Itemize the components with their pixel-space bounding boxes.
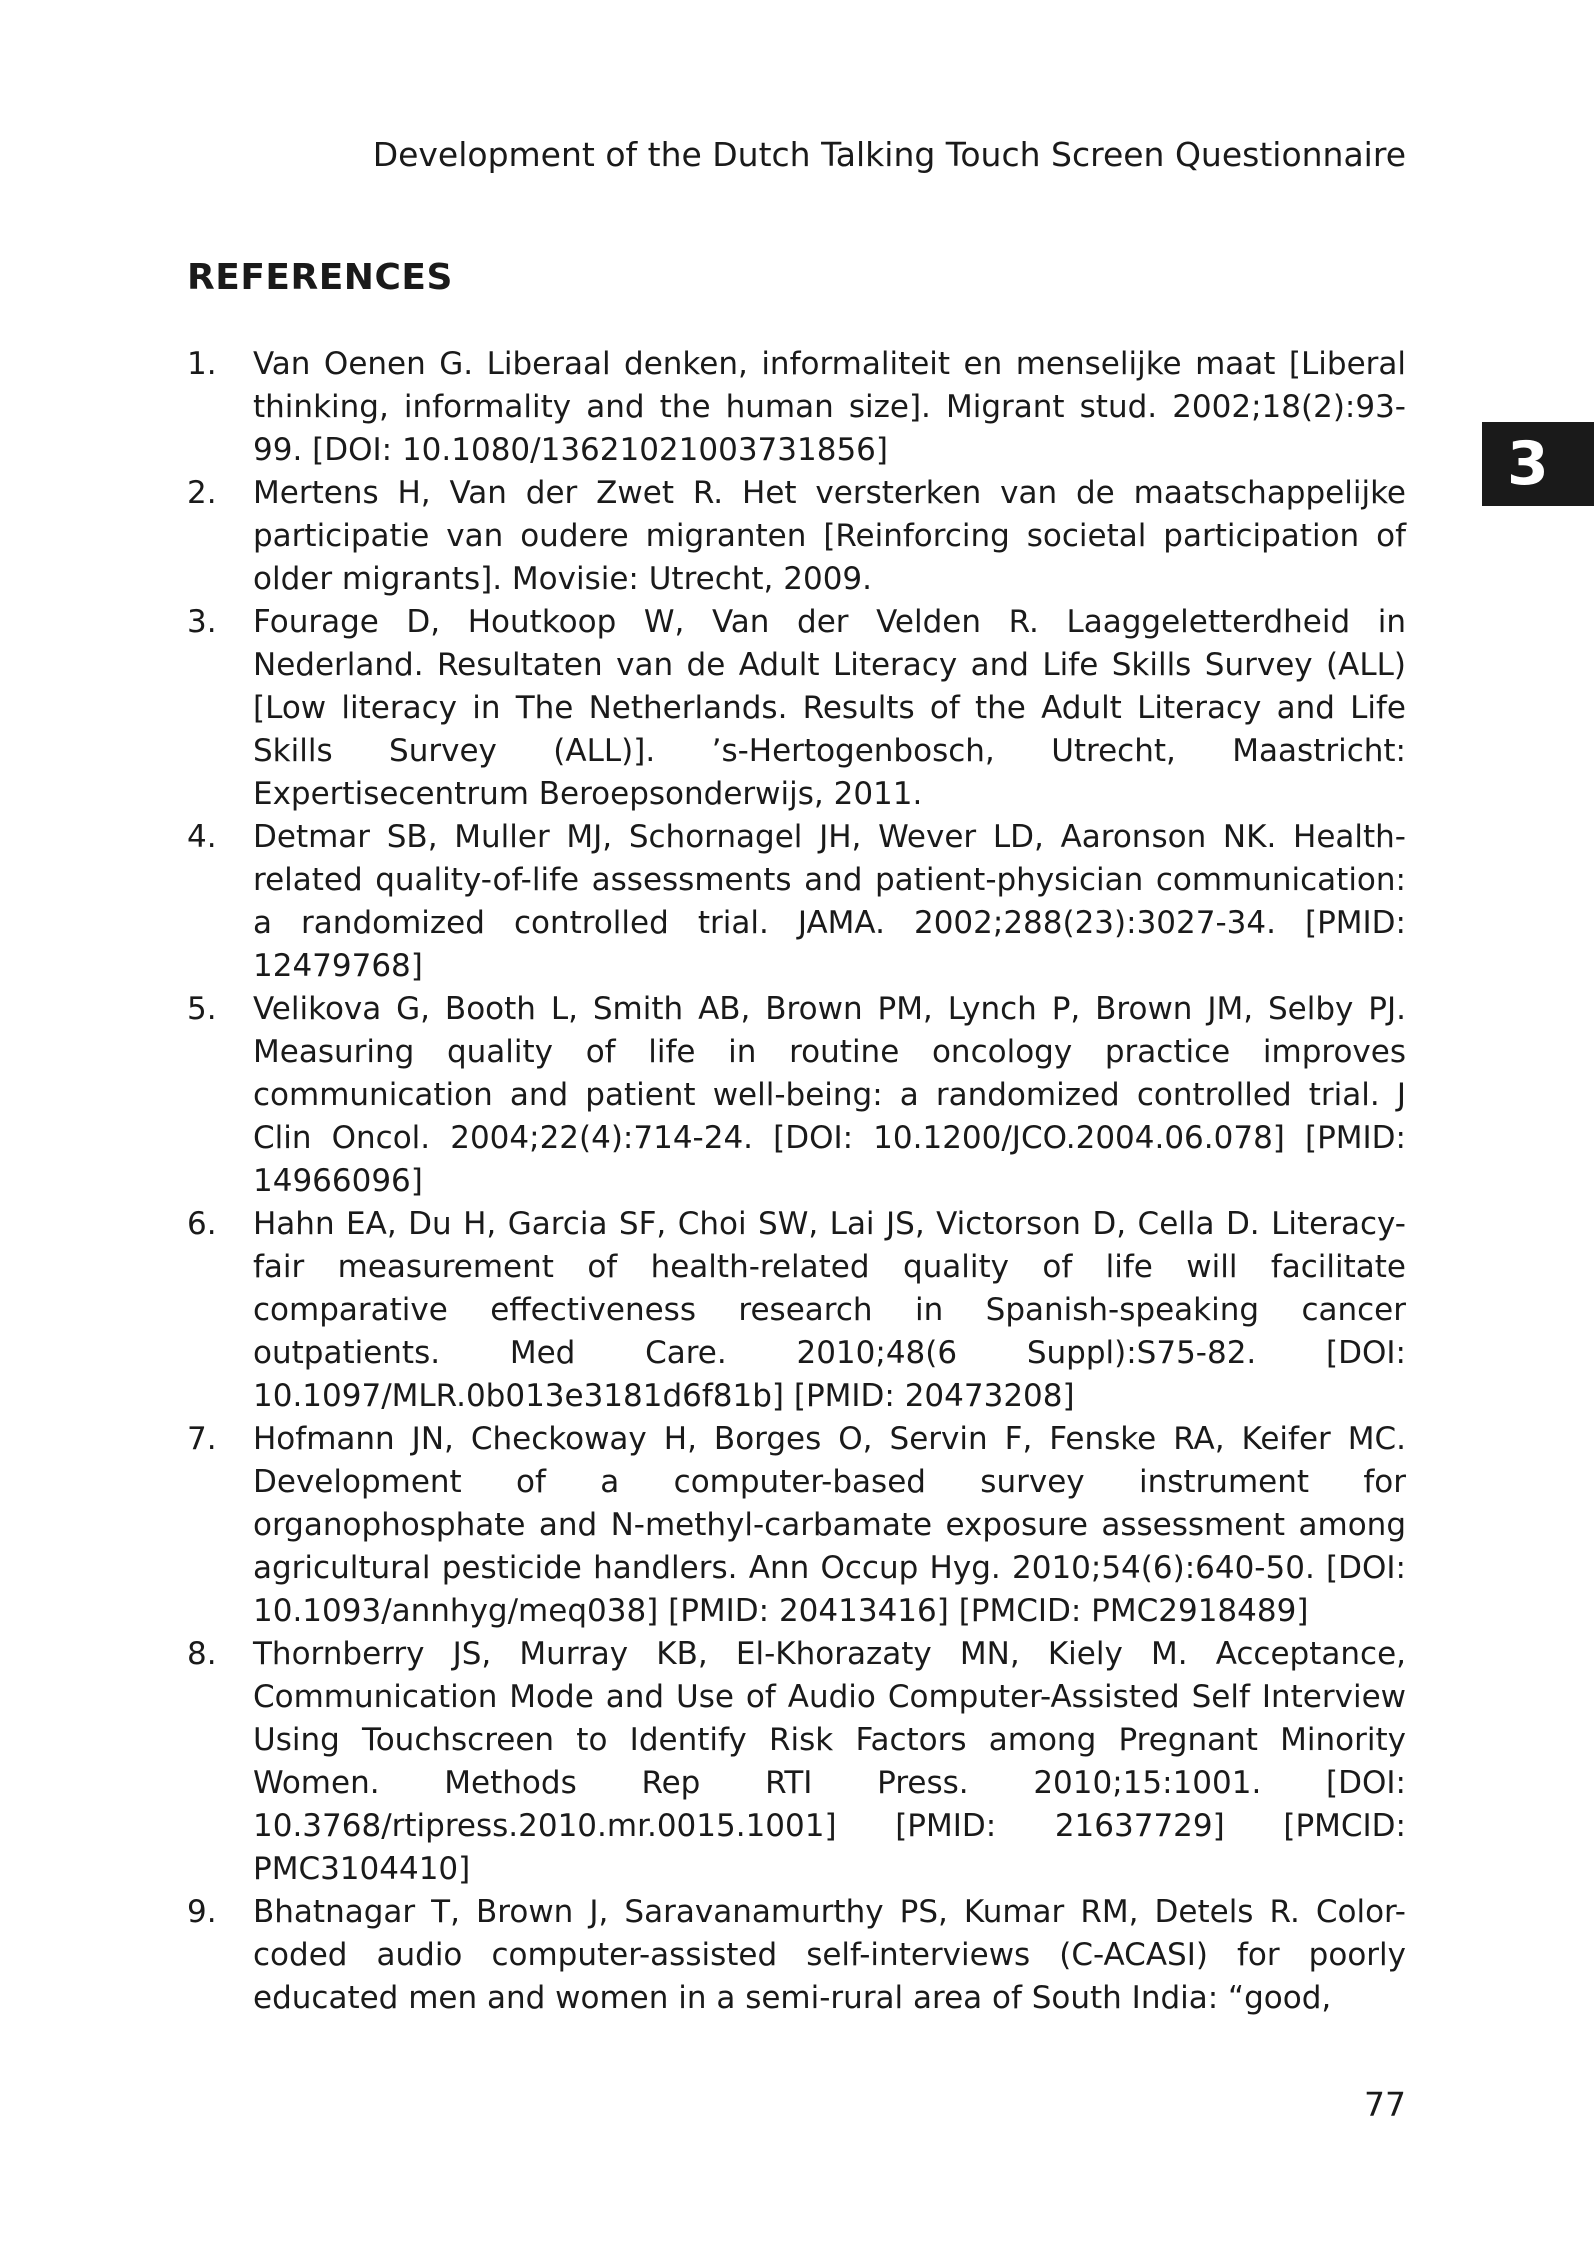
- reference-text: Bhatnagar T, Brown J, Saravanamurthy PS, Kumar RM, Detels R. Color-coded audio computer-assisted self-interviews (C-ACASI) for poorly educated men and women in a semi-rural area of South India: “good,: [253, 1894, 1406, 2016]
- reference-number: 3.: [187, 604, 217, 640]
- reference-text: Thornberry JS, Murray KB, El-Khorazaty MN, Kiely M. Acceptance, Communication Mode and Use of Audio Computer-Assisted Self Interview Using Touchscreen to Identify Risk Factors among Pregnant Minority Women. Methods Rep RTI Press. 2010;15:1001. [DOI: 10.3768/rtipress.2010.mr.0015.1001] [PMID: 21637729] [PMCID: PMC3104410]: [253, 1636, 1406, 1887]
- reference-number: 7.: [187, 1421, 217, 1457]
- reference-text: Detmar SB, Muller MJ, Schornagel JH, Wever LD, Aaronson NK. Health-related quality-of-life assessments and patient-physician communication: a randomized controlled trial. JAMA. 2002;288(23):3027-34. [PMID: 12479768]: [253, 819, 1406, 984]
- reference-item: [187, 1203, 1406, 1418]
- reference-number: 4.: [187, 819, 217, 855]
- reference-item: [187, 1418, 1406, 1633]
- reference-item: [187, 601, 1406, 816]
- reference-item: [187, 816, 1406, 988]
- reference-number: 2.: [187, 475, 217, 511]
- reference-text: Hahn EA, Du H, Garcia SF, Choi SW, Lai JS, Victorson D, Cella D. Literacy-fair measurement of health-related quality of life will facilitate comparative effectiveness research in Spanish-speaking cancer outpatients. Med Care. 2010;48(6 Suppl):S75-82. [DOI: 10.1097/MLR.0b013e3181d6f81b] [PMID: 20473208]: [253, 1206, 1406, 1414]
- reference-item: [187, 472, 1406, 601]
- page-number: 77: [1364, 2085, 1406, 2124]
- reference-item: [187, 988, 1406, 1203]
- reference-text: Van Oenen G. Liberaal denken, informaliteit en menselijke maat [Liberal thinking, informality and the human size]. Migrant stud. 2002;18(2):93-99. [DOI: 10.1080/13621021003731856]: [253, 346, 1406, 468]
- reference-text: Mertens H, Van der Zwet R. Het versterken van de maatschappelijke participatie van oudere migranten [Reinforcing societal participation of older migrants]. Movisie: Utrecht, 2009.: [253, 475, 1406, 597]
- reference-item: [187, 1633, 1406, 1891]
- reference-number: 9.: [187, 1894, 217, 1930]
- reference-text: Velikova G, Booth L, Smith AB, Brown PM, Lynch P, Brown JM, Selby PJ. Measuring quality of life in routine oncology practice improves communication and patient well-being: a randomized controlled trial. J Clin Oncol. 2004;22(4):714-24. [DOI: 10.1200/JCO.2004.06.078] [PMID: 14966096]: [253, 991, 1406, 1199]
- reference-item: [187, 343, 1406, 472]
- reference-number: 6.: [187, 1206, 217, 1242]
- reference-item: [187, 1891, 1406, 2020]
- reference-number: 1.: [187, 346, 217, 382]
- reference-text: Hofmann JN, Checkoway H, Borges O, Servin F, Fenske RA, Keifer MC. Development of a computer-based survey instrument for organophosphate and N-methyl-carbamate exposure assessment among agricultural pesticide handlers. Ann Occup Hyg. 2010;54(6):640-50. [DOI: 10.1093/annhyg/meq038] [PMID: 20413416] [PMCID: PMC2918489]: [253, 1421, 1406, 1629]
- reference-number: 8.: [187, 1636, 217, 1672]
- reference-list: [187, 343, 1406, 2020]
- section-heading: REFERENCES: [187, 257, 453, 298]
- chapter-tab: 3: [1482, 422, 1594, 506]
- reference-text: Fourage D, Houtkoop W, Van der Velden R. Laaggeletterdheid in Nederland. Resultaten van de Adult Literacy and Life Skills Survey (ALL) [Low literacy in The Netherlands. Results of the Adult Literacy and Life Skills Survey (ALL)]. ’s-Hertogenbosch, Utrecht, Maastricht: Expertisecentrum Beroepsonderwijs, 2011.: [253, 604, 1406, 812]
- running-header: Development of the Dutch Talking Touch Screen Questionnaire: [372, 135, 1406, 174]
- reference-number: 5.: [187, 991, 217, 1027]
